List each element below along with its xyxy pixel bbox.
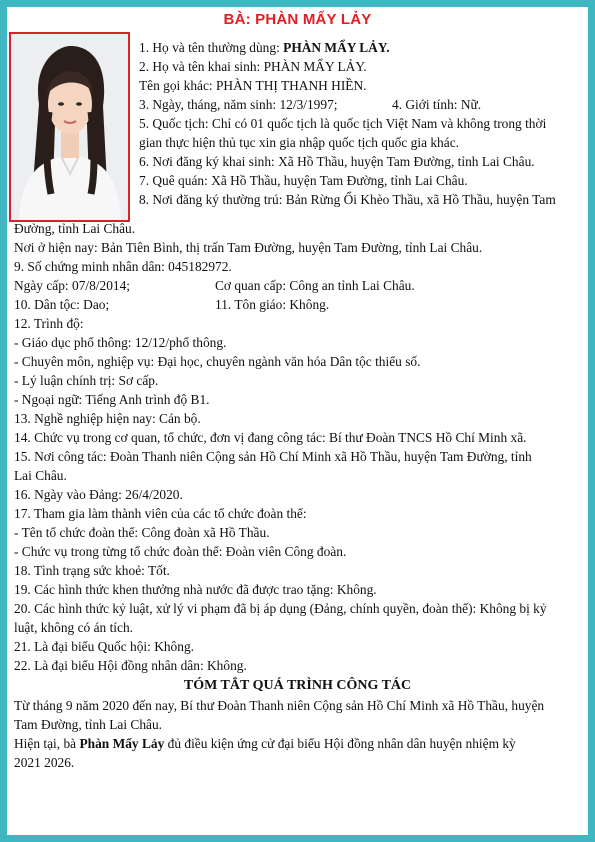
summary-heading: TÓM TẮT QUÁ TRÌNH CÔNG TÁC <box>183 678 412 693</box>
field-health: 18. Tình trạng sức khoẻ: Tốt. <box>14 563 170 578</box>
field-discipline-line1: 20. Các hình thức kỷ luật, xử lý vi phạm đã bị áp dụng (Đảng, chính quyền, đoàn thể): Không bị kỷ <box>14 601 547 616</box>
field-religion: 11. Tôn giáo: Không. <box>215 297 330 312</box>
field-occupation: 13. Nghề nghiệp hiện nay: Cán bộ. <box>14 411 201 426</box>
field-current-address: Nơi ở hiện nay: Bản Tiên Bình, thị trấn Tam Đường, huyện Tam Đường, tỉnh Lai Châu. <box>14 240 483 255</box>
field-id-issue-date: Ngày cấp: 07/8/2014; <box>14 278 131 293</box>
field-nationality-line2: gian thực hiện thủ tục xin gia nhập quốc tịch quốc gia khác. <box>139 135 459 150</box>
field-workplace-line1: 15. Nơi công tác: Đoàn Thanh niên Cộng sản Hồ Chí Minh xã Hồ Thầu, huyện Tam Đường, tỉnh <box>14 449 532 464</box>
field-birth-date: 3. Ngày, tháng, năm sinh: 12/3/1997; <box>139 97 338 112</box>
field-national-assembly: 21. Là đại biểu Quốc hội: Không. <box>14 639 194 654</box>
field-id-issuer: Cơ quan cấp: Công an tỉnh Lai Châu. <box>215 278 415 293</box>
field-organization-name: - Tên tổ chức đoàn thể: Công đoàn xã Hồ Thầu. <box>14 525 270 540</box>
field-awards: 19. Các hình thức khen thưởng nhà nước đã được trao tặng: Không. <box>14 582 377 597</box>
page-title: BÀ: PHÀN MẨY LẢY <box>223 11 372 28</box>
field-residence-line1: 8. Nơi đăng ký thường trú: Bản Rừng Ổi Khèo Thầu, xã Hồ Thầu, huyện Tam <box>139 192 556 207</box>
field-workplace-line2: Lai Châu. <box>14 468 67 483</box>
summary-paragraph-2-line2: 2021 2026. <box>14 755 75 770</box>
summary-paragraph-1-line1: Từ tháng 9 năm 2020 đến nay, Bí thư Đoàn Thanh niên Cộng sản Hồ Chí Minh xã Hồ Thầu, huyện <box>14 698 545 713</box>
field-birth-registration: 6. Nơi đăng ký khai sinh: Xã Hồ Thầu, huyện Tam Đường, tỉnh Lai Châu. <box>139 154 535 169</box>
field-general-education: - Giáo dục phổ thông: 12/12/phổ thông. <box>14 335 227 350</box>
field-hometown: 7. Quê quán: Xã Hồ Thầu, huyện Tam Đường, tỉnh Lai Châu. <box>139 173 468 188</box>
field-ethnicity: 10. Dân tộc: Dao; <box>14 297 110 312</box>
field-nationality-line1: 5. Quốc tịch: Chỉ có 01 quốc tịch là quốc tịch Việt Nam và không trong thời <box>139 116 547 131</box>
field-gender: 4. Giới tính: Nữ. <box>392 97 482 112</box>
portrait-photo <box>9 32 130 222</box>
field-party-date: 16. Ngày vào Đảng: 26/4/2020. <box>14 487 183 502</box>
field-organization-role: - Chức vụ trong từng tổ chức đoàn thể: Đoàn viên Công đoàn. <box>14 544 347 559</box>
field-education-heading: 12. Trình độ: <box>14 316 84 331</box>
field-foreign-language: - Ngoại ngữ: Tiếng Anh trình độ B1. <box>14 392 210 407</box>
summary-paragraph-1-line2: Tam Đường, tỉnh Lai Châu. <box>14 717 163 732</box>
field-discipline-line2: luật, không có án tích. <box>14 620 133 635</box>
field-position: 14. Chức vụ trong cơ quan, tổ chức, đơn vị đang công tác: Bí thư Đoàn TNCS Hồ Chí Minh xã. <box>14 430 527 445</box>
field-peoples-council: 22. Là đại biểu Hội đồng nhân dân: Không. <box>14 658 247 673</box>
field-other-name: Tên gọi khác: PHÀN THỊ THANH HIỀN. <box>139 78 367 93</box>
field-birth-name: 2. Họ và tên khai sinh: PHÀN MẨY LẢY. <box>139 59 367 74</box>
field-professional: - Chuyên môn, nghiệp vụ: Đại học, chuyên ngành văn hóa Dân tộc thiểu số. <box>14 354 421 369</box>
field-residence-line2: Đường, tỉnh Lai Châu. <box>14 221 136 236</box>
summary-paragraph-2-line1: Hiện tại, bà Phàn Mẩy Lảy đủ điều kiện ứng cử đại biểu Hội đồng nhân dân huyện nhiệm kỳ <box>14 736 516 751</box>
field-organizations: 17. Tham gia làm thành viên của các tổ chức đoàn thể: <box>14 506 307 521</box>
field-common-name: 1. Họ và tên thường dùng: PHÀN MẨY LẢY. <box>139 40 390 55</box>
field-political-theory: - Lý luận chính trị: Sơ cấp. <box>14 373 159 388</box>
portrait-illustration <box>11 34 128 220</box>
field-id-number: 9. Số chứng minh nhân dân: 045182972. <box>14 259 232 274</box>
